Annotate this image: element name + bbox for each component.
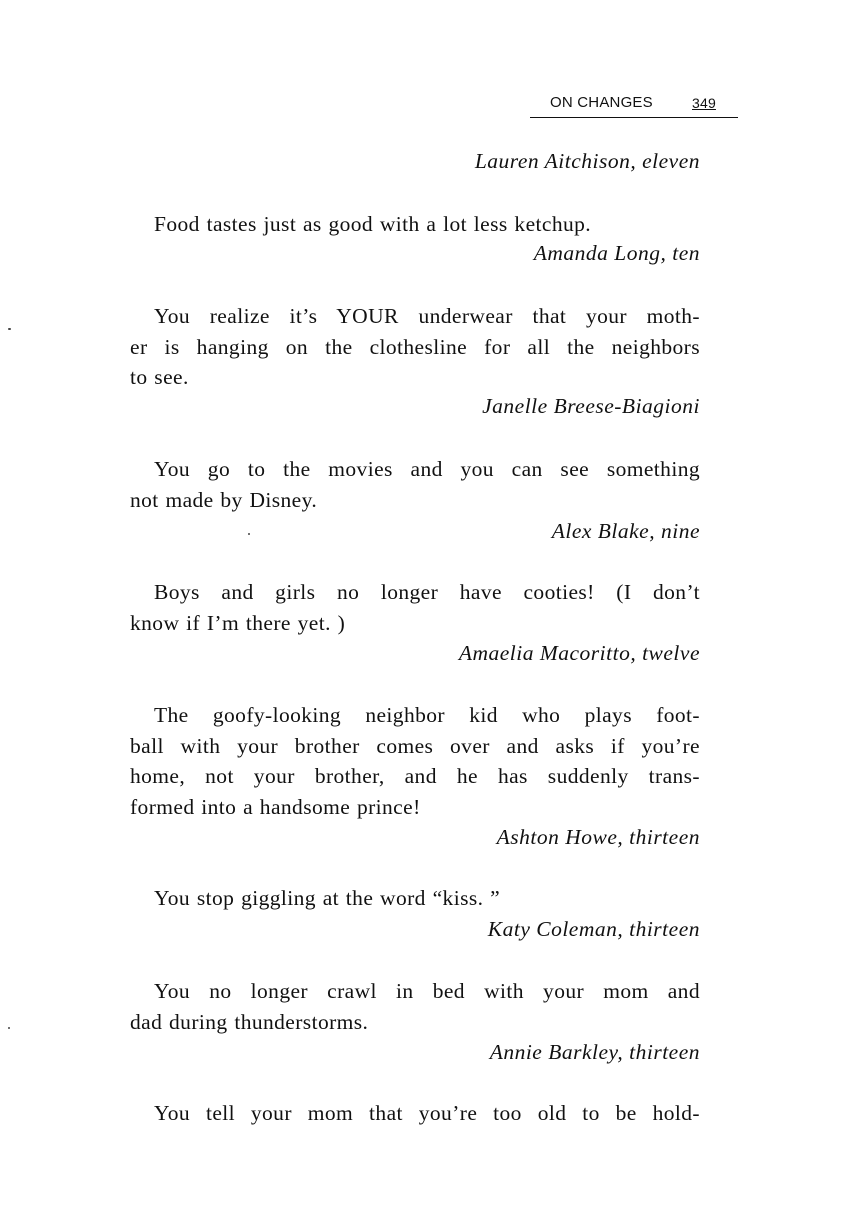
print-speck bbox=[8, 1027, 10, 1029]
quote-line: You stop giggling at the word “kiss. ” bbox=[154, 886, 501, 910]
running-head bbox=[530, 93, 738, 118]
quote-paragraph bbox=[130, 976, 700, 1037]
attribution: Amanda Long, ten bbox=[533, 241, 700, 265]
quote-paragraph bbox=[130, 454, 700, 515]
quote-line: know if I’m there yet. ) bbox=[130, 610, 346, 635]
attribution: Lauren Aitchison, eleven bbox=[474, 149, 700, 173]
quote-line: dad during thunderstorms. bbox=[130, 1009, 369, 1034]
quote-line: Food tastes just as good with a lot less ketchup. bbox=[154, 212, 592, 236]
quote-line: The goofy-looking neighbor kid who plays foot- bbox=[154, 703, 700, 727]
attribution: Amaelia Macoritto, twelve bbox=[458, 641, 700, 665]
print-speck bbox=[248, 533, 250, 535]
quote-line: home, not your brother, and he has suddenly trans- bbox=[130, 764, 700, 788]
quote-paragraph bbox=[130, 700, 700, 822]
attribution: Ashton Howe, thirteen bbox=[496, 825, 700, 849]
page-number: 349 bbox=[692, 95, 716, 111]
quote-paragraph bbox=[130, 577, 700, 638]
quote-line: You realize it’s YOUR underwear that your moth- bbox=[154, 304, 700, 328]
quote-line: not made by Disney. bbox=[130, 487, 318, 512]
attribution: Annie Barkley, thirteen bbox=[489, 1040, 700, 1064]
quote-paragraph bbox=[130, 301, 700, 393]
quote-line: You tell your mom that you’re too old to be hold- bbox=[154, 1101, 700, 1125]
quote-paragraph bbox=[130, 1098, 700, 1129]
quote-paragraph bbox=[130, 209, 700, 240]
quote-line: Boys and girls no longer have cooties! (I don’t bbox=[154, 580, 700, 604]
attribution: Janelle Breese-Biagioni bbox=[482, 394, 700, 418]
quote-line: You no longer crawl in bed with your mom and bbox=[154, 979, 700, 1003]
running-head-title: ON CHANGES bbox=[550, 94, 653, 111]
quote-line: ball with your brother comes over and asks if you’re bbox=[130, 733, 700, 758]
quote-line: to see. bbox=[130, 365, 189, 389]
quote-paragraph bbox=[130, 883, 700, 914]
attribution: Katy Coleman, thirteen bbox=[487, 917, 700, 941]
quote-line: er is hanging on the clothesline for all the neighbors bbox=[130, 334, 700, 359]
quote-line: You go to the movies and you can see something bbox=[154, 457, 700, 481]
quote-line: formed into a handsome prince! bbox=[130, 794, 421, 819]
attribution: Alex Blake, nine bbox=[551, 519, 700, 543]
print-speck bbox=[8, 328, 11, 330]
